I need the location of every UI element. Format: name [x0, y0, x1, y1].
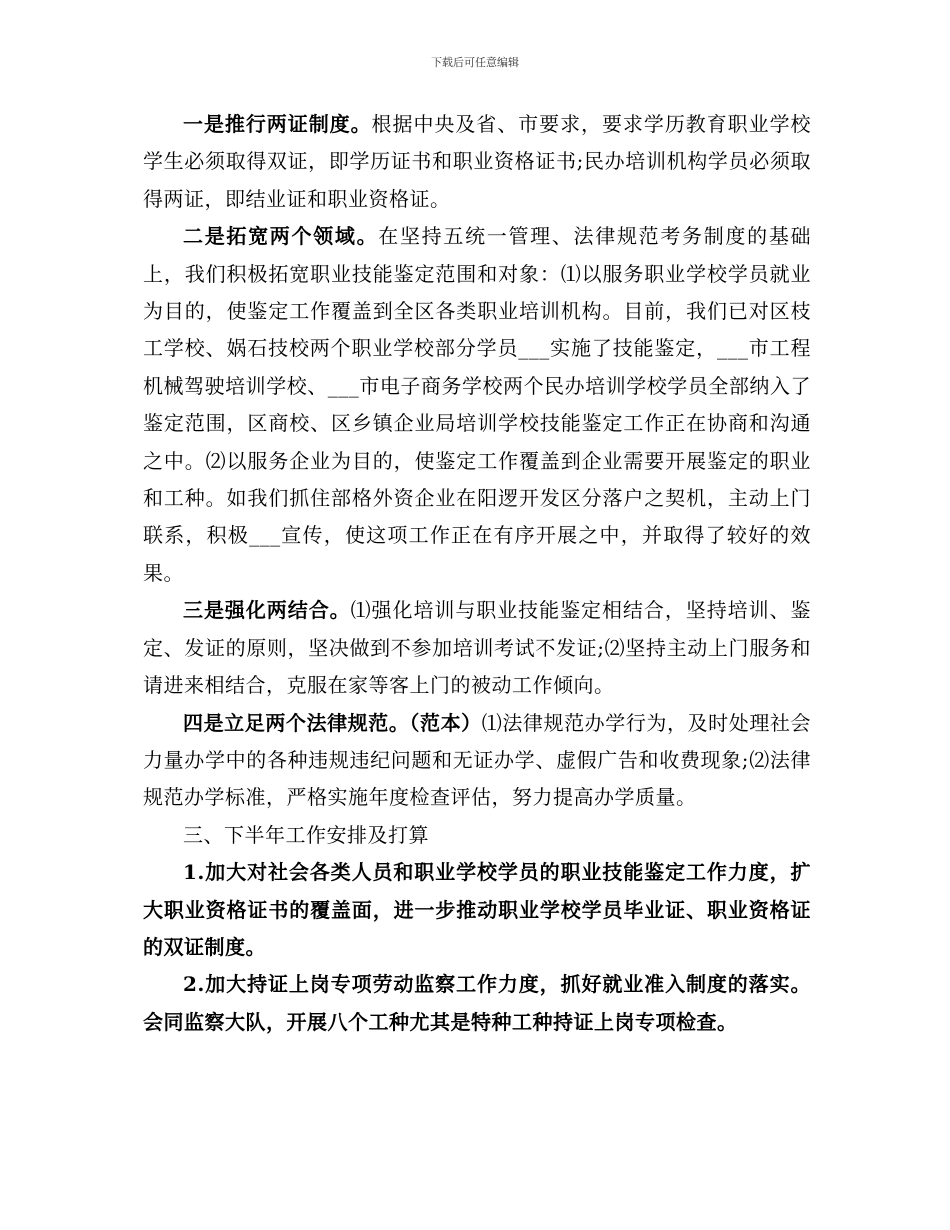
paragraph-two-legal-norms	[143, 705, 811, 817]
plan-item-1: 1.加大对社会各类人员和职业学校学员的职业技能鉴定工作力度，扩大职业资格证书的覆盖面，进一步推动职业学校学员毕业证、职业资格证的双证制度。	[143, 860, 811, 959]
paragraph-lead: 四是立足两个法律规范。（范本）	[183, 710, 482, 735]
plan-item-2: 2.加大持证上岗专项劳动监察工作力度，抓好就业准入制度的落实。会同监察大队，开展八个工种尤其是特种工种持证上岗专项检查。	[143, 972, 811, 1034]
paragraph-text: ⑴法律规范办学行为，及时处理社会力量办学中的各种违规违纪问题和无证办学、虚假广告和收费现象;⑵法律规范办学标准，严格实施年度检查评估，努力提高办学质量。	[143, 710, 811, 810]
paragraph-two-combinations	[143, 592, 811, 704]
document-body	[143, 106, 811, 1041]
paragraph-text: 在坚持五统一管理、法律规范考务制度的基础上，我们积极拓宽职业技能鉴定范围和对象：⑴以服务职业学校学员就业为目的，使鉴定工作覆盖到全区各类职业培训机构。目前，我们已对区枝工学校、娲石技校两个职业学校部分学员___实施了技能鉴定，___市工程机械驾驶培训学校、___市电子商务学校两个民办培训学校学员全部纳入了鉴定范围，区商校、区乡镇企业局培训学校技能鉴定工作正在协商和沟通之中。⑵以服务企业为目的，使鉴定工作覆盖到企业需要开展鉴定的职业和工种。如我们抓住部格外资企业在阳逻开发区分落户之契机，主动上门联系，积极___宣传，使这项工作正在有序开展之中，并取得了较好的效果。	[143, 224, 812, 585]
paragraph-lead: 二是拓宽两个领域。	[183, 224, 379, 249]
page-header: 下载后可任意编辑	[431, 56, 519, 69]
paragraph-text: ⑴强化培训与职业技能鉴定相结合，坚持培训、鉴定、发证的原则，坚决做到不参加培训考试不发证;⑵坚持主动上门服务和请进来相结合，克服在家等客上门的被动工作倾向。	[143, 598, 812, 698]
paragraph-lead: 三是强化两结合。	[183, 598, 351, 623]
paragraph-two-certificates	[143, 106, 811, 218]
section-heading-text: 三、下半年工作安排及打算	[183, 822, 429, 847]
paragraph-text: 根据中央及省、市要求，要求学历教育职业学校学生必须取得双证，即学历证书和职业资格证书;民办培训机构学员必须取得两证，即结业证和职业资格证。	[143, 112, 812, 211]
section-heading-second-half-plan	[143, 817, 811, 854]
paragraph-lead: 一是推行两证制度。	[183, 112, 372, 136]
paragraph-two-fields	[143, 218, 811, 592]
